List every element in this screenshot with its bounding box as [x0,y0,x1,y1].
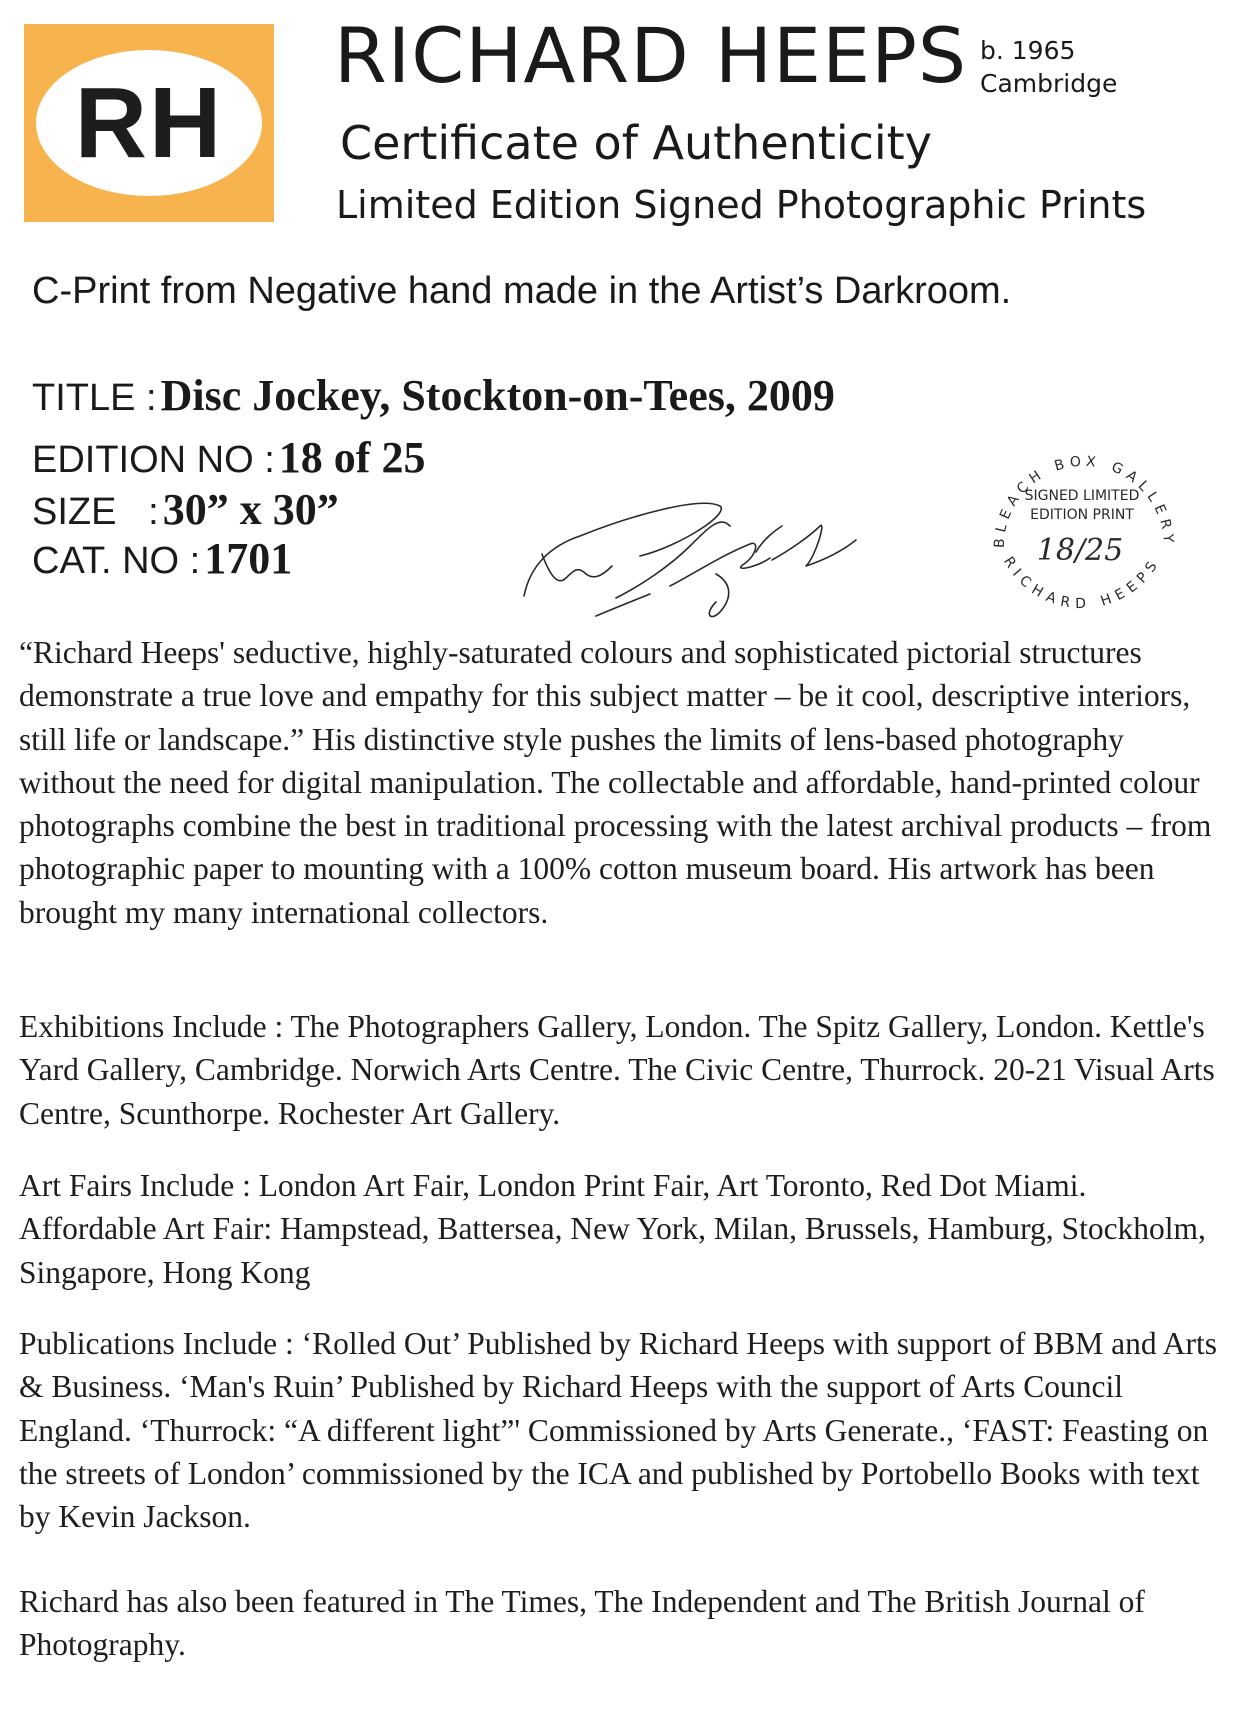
stamp-edition-handwritten: 18/25 [1036,533,1124,568]
certificate-title: Certificate of Authenticity [340,116,932,170]
artist-signature [520,486,860,626]
stamp-ring-top-text: BLEACH BOX GALLERY [991,453,1177,549]
title-value: Disc Jockey, Stockton-on-Tees, 2009 [160,371,835,420]
featured-paragraph: Richard has also been featured in The Times, The Independent and The British Journal of Photography. [19,1584,1145,1663]
artist-name: RICHARD HEEPS [334,11,968,100]
edition-row [32,433,426,482]
artist-birth-info [980,34,1117,100]
print-process-line: C-Print from Negative hand made in the Artist’s Darkroom. [32,270,1012,312]
artist-quote-paragraph: “Richard Heeps' seductive, highly-saturated colours and sophisticated pictorial structures demonstrate a true love and empathy for this subject matter – be it cool, descriptive interiors, still life or landscape.” His distinctive style pushes the limits of lens-based photography without the need for digital manipulation. The collectable and affordable, hand-printed colour photographs combine the best in traditional processing with the latest archival products – from photographic paper to mounting with a 100% cotton museum board. His artwork has been brought my many international collectors. [19,635,1212,930]
birth-place: Cambridge [980,69,1118,98]
exhibitions-paragraph: Exhibitions Include : The Photographers Gallery, London. The Spitz Gallery, London. Kettle's Yard Gallery, Cambridge. Norwich Arts Centre. The Civic Centre, Thurrock. 20-21 Visual Arts Centre, Scunthorpe. Rochester Art Gallery. [19,1009,1215,1131]
title-label: TITLE : [32,377,157,419]
stamp-center-line1: SIGNED LIMITED [1024,488,1140,504]
birth-year: b. 1965 [980,36,1076,65]
title-row [32,371,835,420]
edition-label: EDITION NO : [32,439,275,481]
art-fairs-paragraph: Art Fairs Include : London Art Fair, London Print Fair, Art Toronto, Red Dot Miami. Affordable Art Fair: Hampstead, Battersea, New York, Milan, Brussels, Hamburg, Stockholm, Singapore, Hong Kong [19,1168,1206,1290]
rh-logo [24,24,274,222]
size-value: 30” x 30” [162,485,339,534]
logo-initials: RH [74,67,224,179]
edition-value: 18 of 25 [278,433,426,482]
certificate-subtitle: Limited Edition Signed Photographic Prints [336,183,1147,227]
stamp-center-line2: EDITION PRINT [1030,507,1134,523]
gallery-stamp [974,408,1188,622]
stamp-ring-bottom-text: RICHARD HEEPS [1000,554,1164,613]
logo-oval [36,50,262,196]
size-row [32,485,339,534]
catalogue-row [32,534,293,583]
publications-paragraph: Publications Include : ‘Rolled Out’ Published by Richard Heeps with support of BBM and Arts & Business. ‘Man's Ruin’ Published by Richard Heeps with the support of Arts Council England. ‘Thurrock: “A different light”' Commissioned by Arts Generate., ‘FAST: Feasting on the streets of London’ commissioned by the ICA and published by Portobello Books with text by Kevin Jackson. [19,1326,1218,1535]
size-label: SIZE : [32,491,159,533]
catalogue-label: CAT. NO : [32,540,201,582]
catalogue-value: 1701 [204,534,293,583]
